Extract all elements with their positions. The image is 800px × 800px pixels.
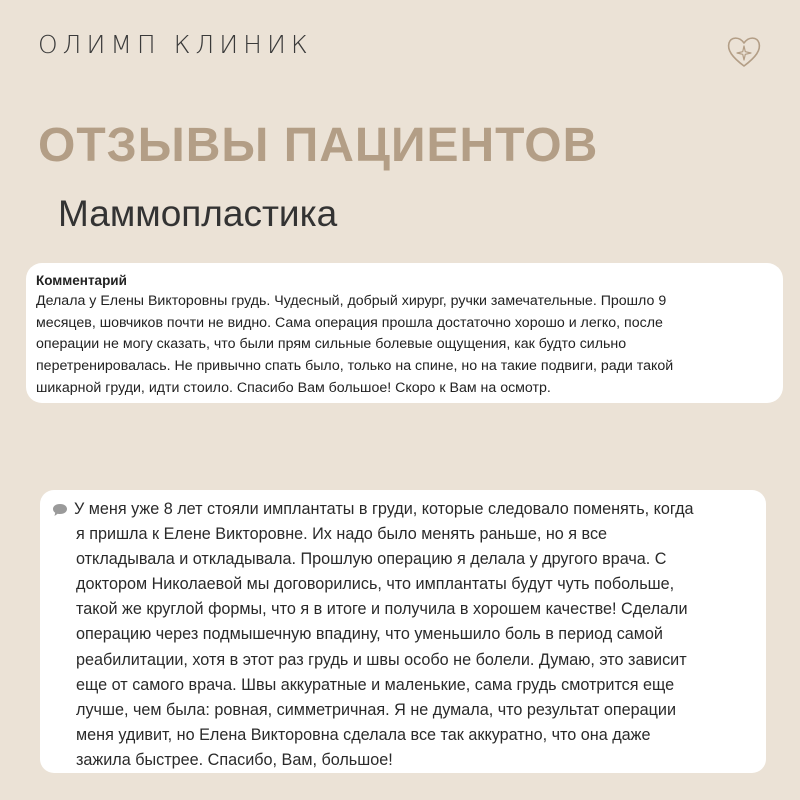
review-line: откладывала и откладывала. Прошлую операцию я делала у другого врача. С <box>76 550 667 569</box>
review-line: меня удивит, но Елена Викторовна сделала все так аккуратно, что она даже <box>76 725 651 744</box>
review-text <box>52 497 756 773</box>
review-line: лучше, чем была: ровная, симметричная. Я не думала, что результат операции <box>76 700 677 719</box>
page-title: ОТЗЫВЫ ПАЦИЕНТОВ <box>38 119 599 172</box>
review-line: я пришла к Елене Викторовне. Их надо было менять раньше, но я все <box>76 525 608 544</box>
review-heading: Комментарий <box>36 273 127 288</box>
review-card-2 <box>40 490 766 773</box>
review-line: шикарной груди, идти стоило. Спасибо Вам большое! Скоро к Вам на осмотр. <box>36 379 551 396</box>
review-line: месяцев, шовчиков почти не видно. Сама операция прошла достаточно хорошо и легко, после <box>36 314 663 331</box>
review-text <box>36 291 771 400</box>
review-line: У меня уже 8 лет стояли имплантаты в груди, которые следовало поменять, когда <box>74 500 694 518</box>
review-line: перетренировалась. Не привычно спать было, только на спине, но на такие подвиги, ради такой <box>36 358 674 375</box>
review-line: такой же круглой формы, что я в итоге и получила в хорошем качестве! Сделали <box>76 600 688 619</box>
speech-bubble-icon <box>52 503 68 517</box>
review-line: операции не могу сказать, что были прям сильные болевые ощущения, как будто сильно <box>36 336 627 353</box>
review-line: зажила быстрее. Спасибо, Вам, большое! <box>76 750 393 769</box>
review-line-first <box>52 497 756 522</box>
heart-sparkle-icon <box>724 32 764 72</box>
review-line: еще от самого врача. Швы аккуратные и маленькие, сама грудь смотрится еще <box>76 675 675 694</box>
review-line: Делала у Елены Викторовны грудь. Чудесный, добрый хирург, ручки замечательные. Прошло 9 <box>36 293 667 309</box>
review-line: доктором Николаевой мы договорились, что имплантаты будут чуть побольше, <box>76 575 675 594</box>
review-line: операцию через подмышечную впадину, что уменьшило боль в период самой <box>76 625 663 644</box>
page-subtitle: Маммопластика <box>58 193 338 234</box>
brand-logo-text: ОЛИМП КЛИНИК <box>38 30 313 59</box>
review-card-1 <box>26 263 783 403</box>
review-line: реабилитации, хотя в этот раз грудь и швы особо не болели. Думаю, это зависит <box>76 650 687 669</box>
